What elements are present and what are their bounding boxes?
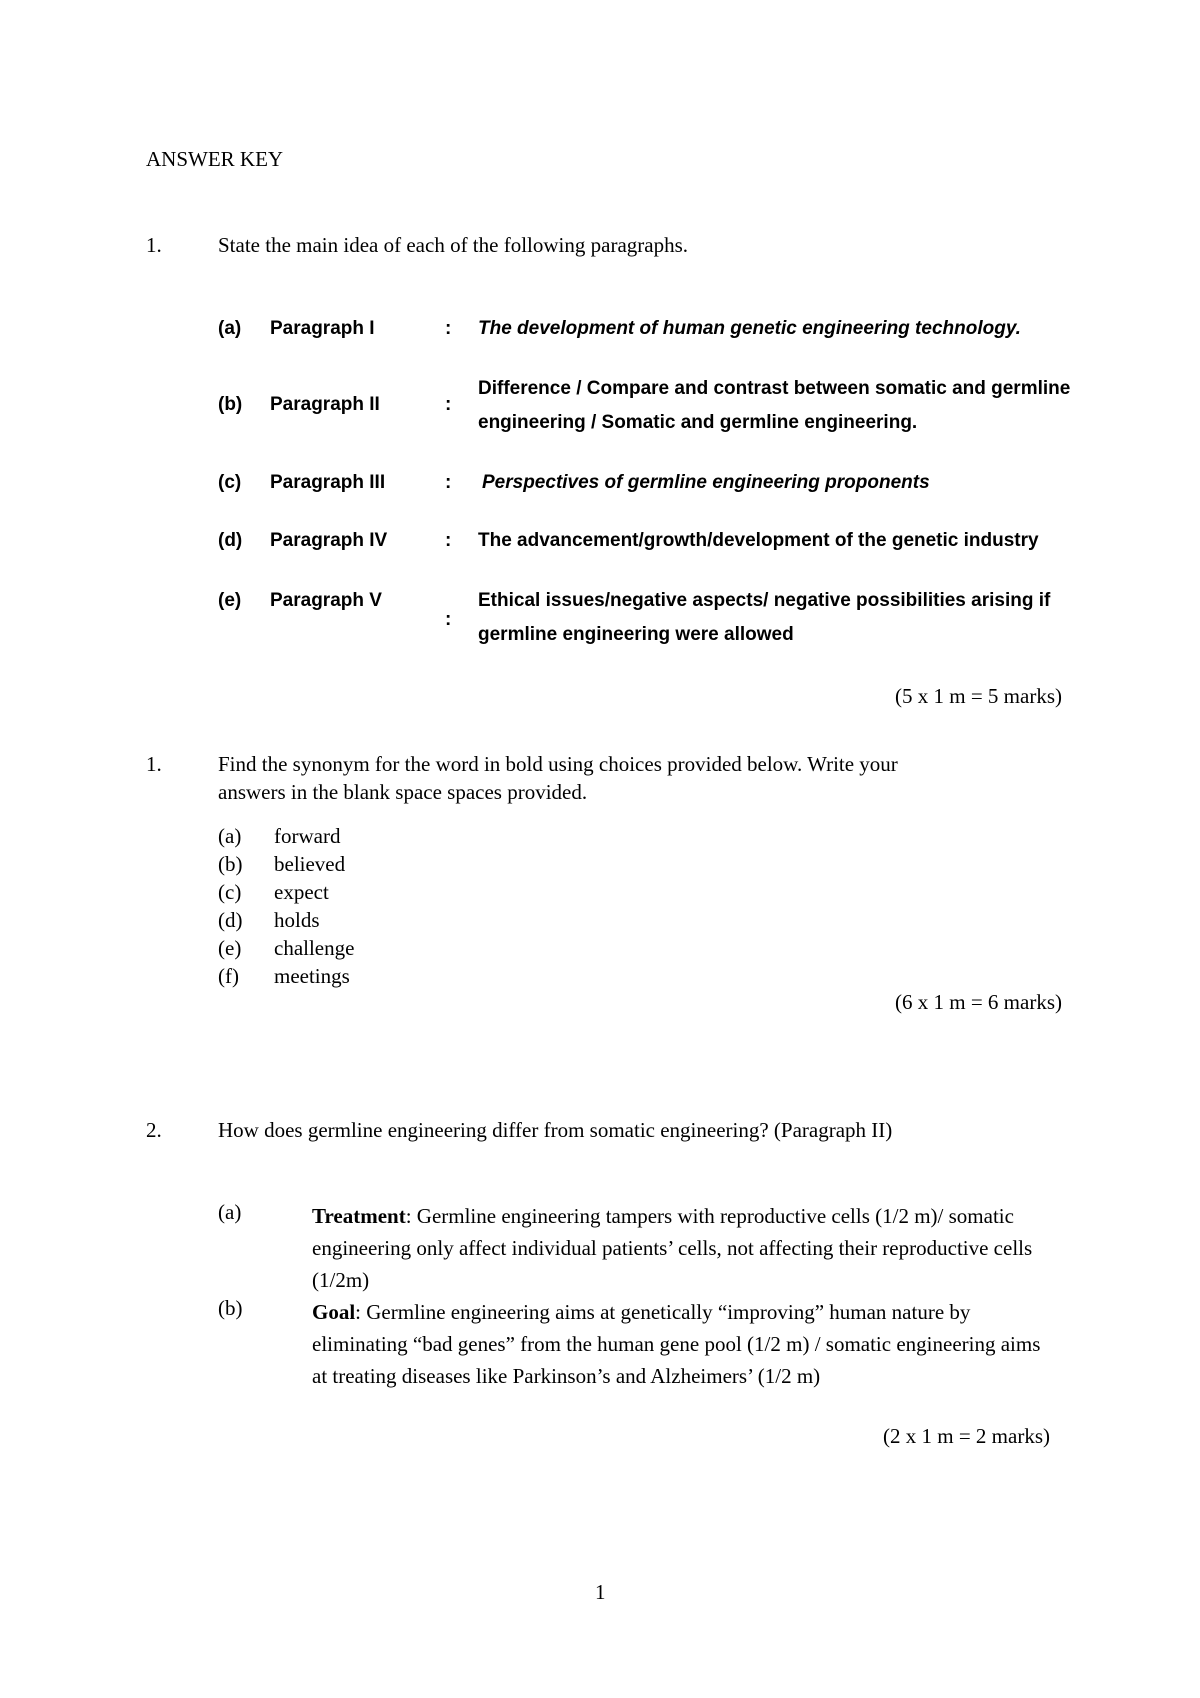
answer-text bbox=[312, 1200, 1054, 1296]
answer-term: Treatment bbox=[312, 1204, 406, 1228]
answer-text: engineering / Somatic and germline engineering. bbox=[478, 412, 918, 433]
item-letter: (c) bbox=[218, 472, 242, 493]
page-number: 1 bbox=[595, 1580, 606, 1604]
question-number: 1. bbox=[146, 752, 162, 776]
paragraph-label: Paragraph IV bbox=[270, 530, 388, 551]
item-letter: (c) bbox=[218, 880, 242, 904]
answer-text: Ethical issues/negative aspects/ negative possibilities arising if bbox=[478, 590, 1051, 611]
item-letter: (e) bbox=[218, 590, 242, 611]
answer-text: Perspectives of germline engineering proponents bbox=[482, 472, 930, 493]
paragraph-label: Paragraph III bbox=[270, 472, 386, 493]
answer-term: Goal bbox=[312, 1300, 356, 1324]
answer-text: The advancement/growth/development of the genetic industry bbox=[478, 530, 1039, 551]
item-letter: (b) bbox=[218, 852, 243, 876]
synonym-answer: meetings bbox=[274, 964, 350, 988]
item-letter: (b) bbox=[218, 394, 243, 415]
synonym-answer: challenge bbox=[274, 936, 355, 960]
item-letter: (a) bbox=[218, 318, 242, 339]
synonym-answer: holds bbox=[274, 908, 320, 932]
item-letter: (a) bbox=[218, 824, 242, 848]
marks-total: (2 x 1 m = 2 marks) bbox=[883, 1424, 1050, 1448]
question-prompt: State the main idea of each of the following paragraphs. bbox=[218, 233, 688, 257]
paragraph-label: Paragraph V bbox=[270, 590, 382, 611]
question-number: 1. bbox=[146, 233, 162, 257]
question-prompt: answers in the blank space spaces provided. bbox=[218, 780, 588, 804]
item-letter: (d) bbox=[218, 908, 243, 932]
item-letter: (b) bbox=[218, 1296, 243, 1320]
question-prompt: How does germline engineering differ from somatic engineering? (Paragraph II) bbox=[218, 1118, 893, 1142]
marks-total: (5 x 1 m = 5 marks) bbox=[895, 684, 1062, 708]
answer-text: germline engineering were allowed bbox=[478, 624, 794, 645]
question-prompt: Find the synonym for the word in bold using choices provided below. Write your bbox=[218, 752, 898, 776]
answer-body: : Germline engineering aims at genetically “improving” human nature by eliminating “bad genes” from the human gene pool (1/2 m) / somatic engineering aims at treating diseases like Parkinson’s and Alzheimers’ (1/2 m) bbox=[312, 1300, 1041, 1388]
answer-text: Difference / Compare and contrast between somatic and germline bbox=[478, 378, 1071, 399]
item-letter: (a) bbox=[218, 1200, 242, 1224]
answer-text bbox=[312, 1296, 1054, 1392]
colon: : bbox=[445, 472, 452, 493]
answer-text: The development of human genetic engineering technology. bbox=[478, 318, 1021, 339]
paragraph-label: Paragraph I bbox=[270, 318, 375, 339]
synonym-answer: expect bbox=[274, 880, 329, 904]
question-number: 2. bbox=[146, 1118, 162, 1142]
synonym-answer: believed bbox=[274, 852, 346, 876]
item-letter: (f) bbox=[218, 964, 239, 988]
page-title: ANSWER KEY bbox=[146, 147, 284, 171]
colon: : bbox=[445, 530, 452, 551]
colon: : bbox=[445, 394, 452, 415]
item-letter: (e) bbox=[218, 936, 242, 960]
synonym-answer: forward bbox=[274, 824, 341, 848]
item-letter: (d) bbox=[218, 530, 243, 551]
colon: : bbox=[445, 318, 452, 339]
paragraph-label: Paragraph II bbox=[270, 394, 380, 415]
answer-body: : Germline engineering tampers with reproductive cells (1/2 m)/ somatic engineering only affect individual patients’ cells, not affecting their reproductive cells (1/2m) bbox=[312, 1204, 1033, 1292]
marks-total: (6 x 1 m = 6 marks) bbox=[895, 990, 1062, 1014]
colon: : bbox=[445, 609, 452, 630]
